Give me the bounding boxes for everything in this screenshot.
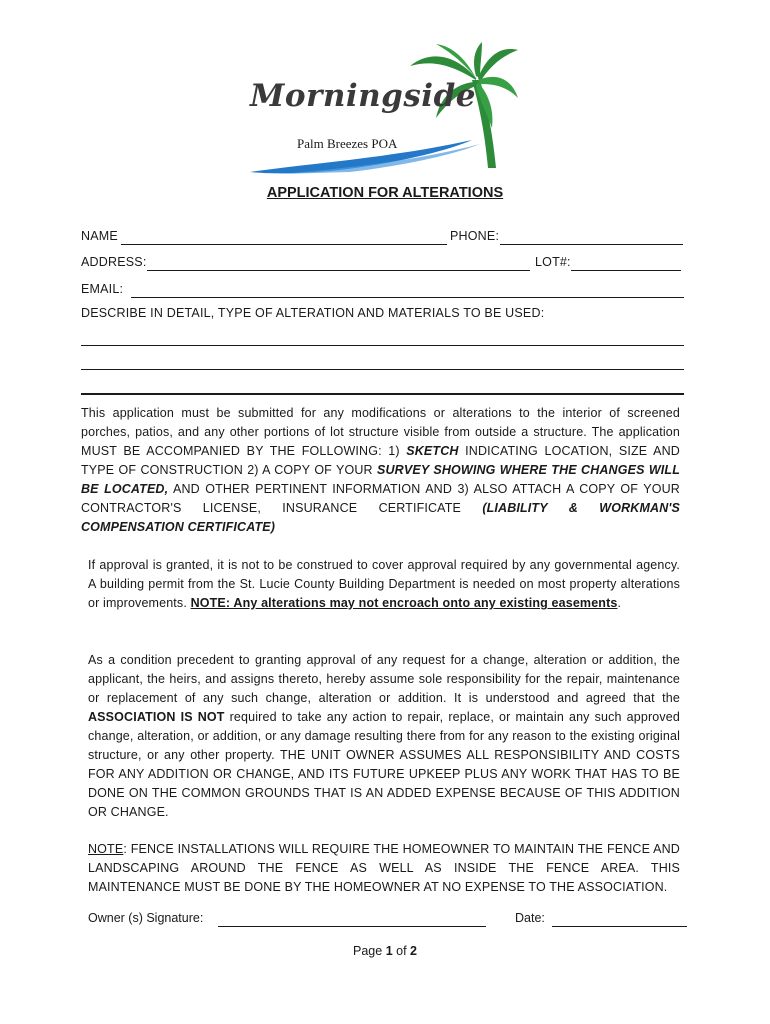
date-label: Date: [515, 911, 545, 925]
address-label: ADDRESS: [81, 255, 147, 269]
responsibility-paragraph: As a condition precedent to granting approval of any request for a change, alteration or addition, the applicant, the heirs, and assigns thereto, hereby assume sole responsibility for the repair, maintenance or replacement of any such change, alteration or addition. It is understood and agreed that the ASSOCIATION IS NOT required to take any action to repair, replace, or maintain any such approved change, alteration, or addition, or any damage resulting there from for any reason to the existing original structure, or any other property. THE UNIT OWNER ASSUMES ALL RESPONSIBILITY AND COSTS FOR ANY ADDITION OR CHANGE, AND ITS FUTURE UPKEEP PLUS ANY WORK THAT HAS TO BE DONE ON THE COMMON GROUNDS THAT IS AN ADDED EXPENSE BECAUSE OF THIS ADDITION OR CHANGE. [88, 653, 680, 819]
page-title: APPLICATION FOR ALTERATIONS [266, 185, 504, 201]
lot-field[interactable] [571, 269, 681, 271]
approval-paragraph: If approval is granted, it is not to be construed to cover approval required by any governmental agency. A building permit from the St. Lucie County Building Department is needed on most property alterations or improvements. NOTE: Any alterations may not encroach onto any existing easements. [88, 558, 680, 610]
name-field[interactable] [121, 243, 447, 245]
owner-signature-label: Owner (s) Signature: [88, 911, 204, 925]
address-field[interactable] [147, 269, 530, 271]
requirements-paragraph: This application must be submitted for any modifications or alterations to the interior of screened porches, patios, and any other portions of lot structure visible from outside a structure. The application MUST BE ACCOMPANIED BY THE FOLLOWING: 1) SKETCH INDICATING LOCATION, SIZE AND TYPE OF CONSTRUCTION 2) A COPY OF YOUR SURVEY SHOWING WHERE THE CHANGES WILL BE LOCATED, AND OTHER PERTINENT INFORMATION AND 3) ALSO ATTACH A COPY OF YOUR CONTRACTOR'S LICENSE, INSURANCE CERTIFICATE (LIABILITY & WORKMAN'S COMPENSATION CERTIFICATE) [81, 406, 680, 534]
describe-label: DESCRIBE IN DETAIL, TYPE OF ALTERATION AND MATERIALS TO BE USED: [81, 306, 545, 320]
logo-title: Morningside [250, 78, 476, 114]
describe-line-2[interactable] [81, 369, 684, 370]
logo [240, 40, 520, 180]
describe-line-3[interactable] [81, 393, 684, 395]
logo-subtitle: Palm Breezes POA [297, 136, 398, 151]
fence-paragraph: NOTE: FENCE INSTALLATIONS WILL REQUIRE THE HOMEOWNER TO MAINTAIN THE FENCE AND LANDSCAPING AROUND THE FENCE AS WELL AS INSIDE THE FENCE AREA. THIS MAINTENANCE MUST BE DONE BY THE HOMEOWNER AT NO EXPENSE TO THE ASSOCIATION. [88, 842, 680, 894]
page-number: Page 1 of 2 [353, 944, 417, 958]
email-label: EMAIL: [81, 282, 124, 296]
lot-label: LOT#: [535, 255, 571, 269]
date-field[interactable] [552, 925, 687, 927]
phone-label: PHONE: [450, 229, 500, 243]
describe-line-1[interactable] [81, 345, 684, 346]
phone-field[interactable] [500, 243, 683, 245]
email-field[interactable] [131, 296, 684, 298]
name-label: NAME [81, 229, 118, 243]
owner-signature-field[interactable] [218, 925, 486, 927]
